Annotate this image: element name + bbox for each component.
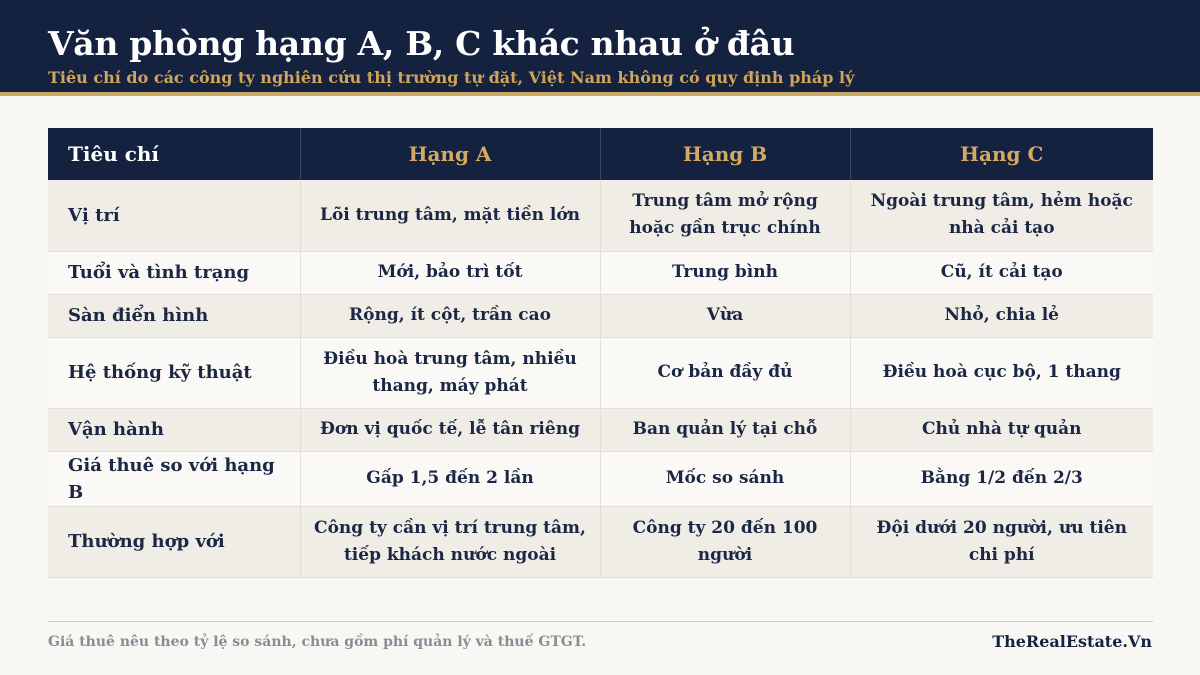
row-label: Vị trí <box>48 180 300 251</box>
comparison-table <box>48 128 1153 578</box>
footer-divider <box>48 621 1153 622</box>
row-label: Tuổi và tình trạng <box>48 251 300 294</box>
cell-grade-c: Chủ nhà tự quản <box>850 408 1153 451</box>
table-row <box>48 408 1153 451</box>
row-label: Sàn điển hình <box>48 294 300 337</box>
column-header-grade-c: Hạng C <box>960 142 1044 166</box>
cell-grade-b: Mốc so sánh <box>600 451 850 506</box>
cell-grade-b: Ban quản lý tại chỗ <box>600 408 850 451</box>
row-label: Giá thuê so với hạng B <box>48 451 300 506</box>
row-label: Thường hợp với <box>48 506 300 577</box>
cell-grade-a: Lõi trung tâm, mặt tiền lớn <box>300 180 600 251</box>
row-label: Vận hành <box>48 408 300 451</box>
cell-grade-a: Công ty cần vị trí trung tâm, tiếp khách nước ngoài <box>300 506 600 577</box>
cell-grade-b: Trung bình <box>600 251 850 294</box>
cell-grade-c: Đội dưới 20 người, ưu tiên chi phí <box>850 506 1153 577</box>
cell-grade-a: Rộng, ít cột, trần cao <box>300 294 600 337</box>
cell-grade-a: Gấp 1,5 đến 2 lần <box>300 451 600 506</box>
cell-grade-b: Vừa <box>600 294 850 337</box>
cell-grade-a: Điều hoà trung tâm, nhiều thang, máy phát <box>300 337 600 408</box>
brand-link[interactable]: TheRealEstate.Vn <box>992 632 1152 651</box>
row-label: Hệ thống kỹ thuật <box>48 337 300 408</box>
cell-grade-b: Cơ bản đầy đủ <box>600 337 850 408</box>
table-row <box>48 180 1153 251</box>
cell-grade-b: Công ty 20 đến 100 người <box>600 506 850 577</box>
cell-grade-c: Điều hoà cục bộ, 1 thang <box>850 337 1153 408</box>
column-header-criteria: Tiêu chí <box>48 128 300 180</box>
cell-grade-c: Ngoài trung tâm, hẻm hoặc nhà cải tạo <box>850 180 1153 251</box>
cell-grade-c: Bằng 1/2 đến 2/3 <box>850 451 1153 506</box>
cell-grade-b: Trung tâm mở rộng hoặc gần trục chính <box>600 180 850 251</box>
header-bar <box>0 0 1200 96</box>
table-row <box>48 506 1153 577</box>
page-subtitle: Tiêu chí do các công ty nghiên cứu thị trường tự đặt, Việt Nam không có quy định pháp lý <box>48 68 855 87</box>
cell-grade-c: Cũ, ít cải tạo <box>850 251 1153 294</box>
page-title: Văn phòng hạng A, B, C khác nhau ở đâu <box>48 24 795 63</box>
table-row <box>48 337 1153 408</box>
table-header-row <box>48 128 1153 180</box>
table-row <box>48 451 1153 506</box>
cell-grade-a: Mới, bảo trì tốt <box>300 251 600 294</box>
cell-grade-c: Nhỏ, chia lẻ <box>850 294 1153 337</box>
table-row <box>48 294 1153 337</box>
column-header-grade-a: Hạng A <box>300 128 600 180</box>
table-row <box>48 251 1153 294</box>
footer-note: Giá thuê nêu theo tỷ lệ so sánh, chưa gồm phí quản lý và thuế GTGT. <box>48 634 587 650</box>
cell-grade-a: Đơn vị quốc tế, lễ tân riêng <box>300 408 600 451</box>
column-header-grade-b: Hạng B <box>600 128 850 180</box>
